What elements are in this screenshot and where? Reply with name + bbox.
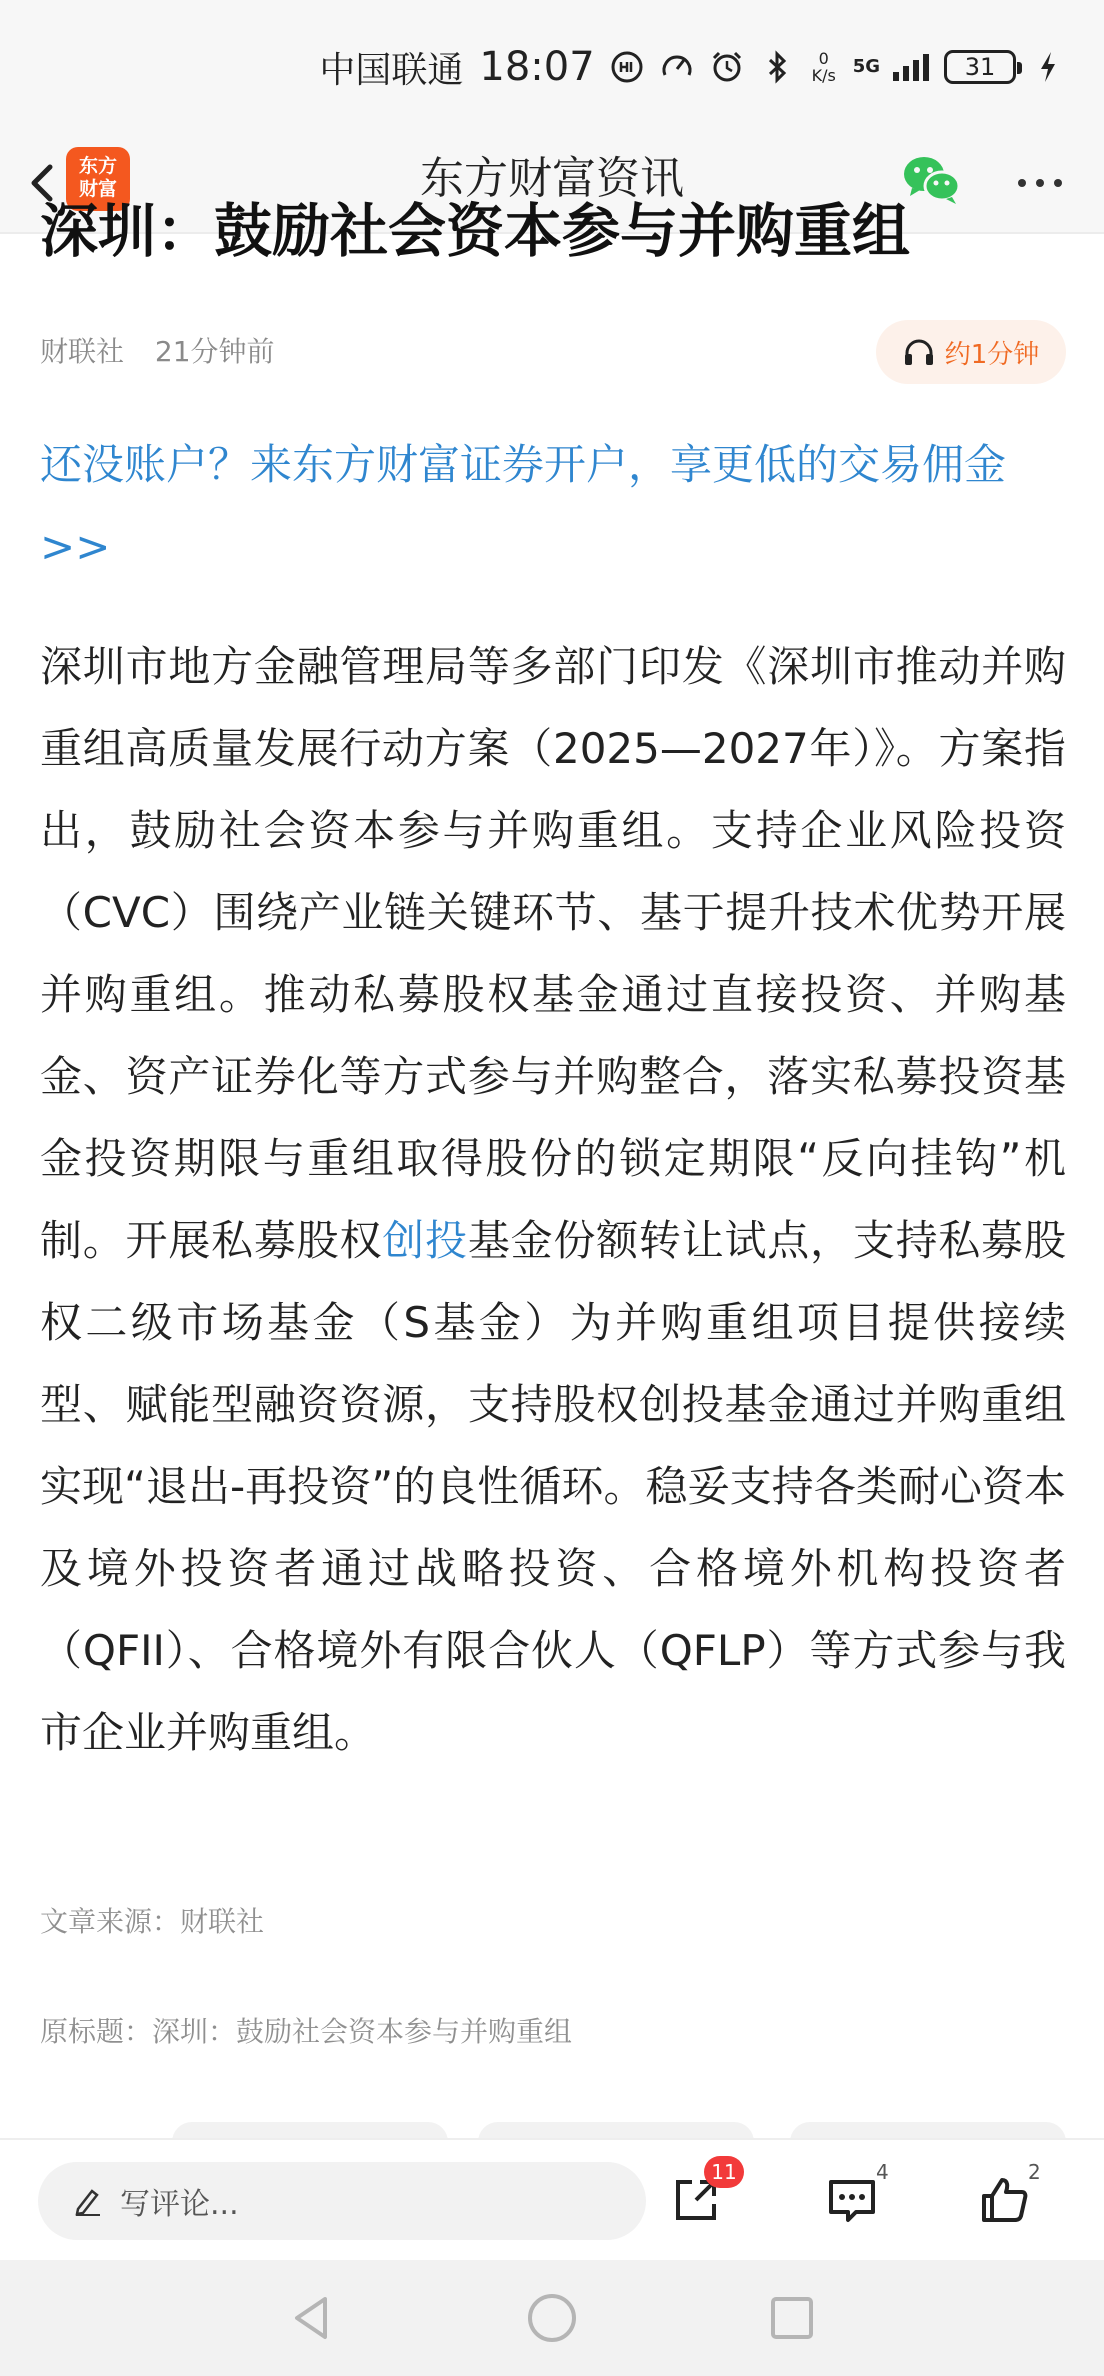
battery-indicator: 31 [944, 50, 1016, 84]
article-title-text: 深圳：鼓励社会资本参与并购重组 [40, 197, 911, 265]
alarm-icon [709, 49, 745, 85]
charging-icon [1030, 49, 1066, 85]
nav-home-button[interactable] [522, 2288, 582, 2348]
article-source-line: 文章来源：财联社 [40, 1905, 265, 1938]
share-button[interactable] [656, 2160, 736, 2240]
nav-back-button[interactable] [282, 2288, 342, 2348]
chuangtou-link[interactable]: 创投 [382, 1216, 468, 1265]
signal-icon [894, 49, 930, 85]
hd-call-icon [609, 49, 645, 85]
pencil-icon [72, 2185, 104, 2217]
like-count: 2 [1028, 2160, 1041, 2184]
thumbs-up-icon [978, 2174, 1030, 2226]
page-title: 东方财富资讯 [420, 153, 684, 204]
circle-home-icon [525, 2291, 579, 2345]
article-meta [40, 330, 275, 370]
net-speed [809, 50, 839, 84]
comment-count: 4 [876, 2160, 889, 2184]
net-speed-unit: K/s [811, 66, 836, 85]
triangle-back-icon [287, 2293, 337, 2343]
comment-button[interactable] [812, 2160, 892, 2240]
article-title [40, 197, 1040, 265]
logo-line-1: 东方 [78, 155, 117, 177]
article-body-part-2: 基金份额转让试点，支持私募股权二级市场基金（S基金）为并购重组项目提供接续型、赋能型融资资源，支持股权创投基金通过并购重组实现“退出-再投资”的良性循环。稳妥支持各类耐心资本及境外投资者通过战略投资、合格境外机构投资者（QFII）、合格境外有限合伙人（QFLP）等方式参与我市企业并购重组。 [40, 1216, 1066, 1757]
account-promo-link[interactable]: 还没账户？来东方财富证券开户，享更低的交易佣金>> [40, 440, 1007, 571]
system-nav-bar [0, 2260, 1104, 2376]
network-type: 5G [852, 56, 880, 77]
article-time: 21分钟前 [154, 335, 275, 368]
carrier-name: 中国联通 [319, 49, 464, 91]
bluetooth-icon [759, 49, 795, 85]
square-recents-icon [767, 2293, 817, 2343]
article-source: 财联社 [40, 335, 125, 368]
comment-icon [826, 2174, 878, 2226]
headphones-icon [903, 337, 935, 367]
article-body [40, 626, 1066, 1774]
speedometer-icon [659, 49, 695, 85]
status-time: 18:07 [479, 44, 595, 90]
original-title-line: 原标题：深圳：鼓励社会资本参与并购重组 [40, 2015, 573, 2048]
share-count-badge: 11 [704, 2156, 744, 2188]
logo-line-2: 财富 [78, 178, 117, 200]
comment-placeholder: 写评论... [120, 2187, 239, 2222]
nav-recents-button[interactable] [762, 2288, 822, 2348]
net-speed-value: 0 [818, 49, 829, 68]
article-body-part-1: 深圳市地方金融管理局等多部门印发《深圳市推动并购重组高质量发展行动方案（2025—2027年）》。方案指出，鼓励社会资本参与并购重组。支持企业风险投资（CVC）围绕产业链关键环节、基于提升技术优势开展并购重组。推动私募股权基金通过直接投资、并购基金、资产证券化等方式参与并购整合，落实私募投资基金投资期限与重组取得股份的锁定期限“反向挂钩”机制。开展私募股权 [40, 642, 1066, 1265]
bottom-toolbar [0, 2138, 1104, 2260]
listen-duration: 约1分钟 [944, 339, 1040, 370]
listen-button[interactable] [876, 320, 1066, 384]
status-bar [0, 0, 1104, 135]
comment-input[interactable] [38, 2162, 646, 2240]
status-bar-right [319, 42, 1066, 92]
like-button[interactable] [964, 2160, 1044, 2240]
